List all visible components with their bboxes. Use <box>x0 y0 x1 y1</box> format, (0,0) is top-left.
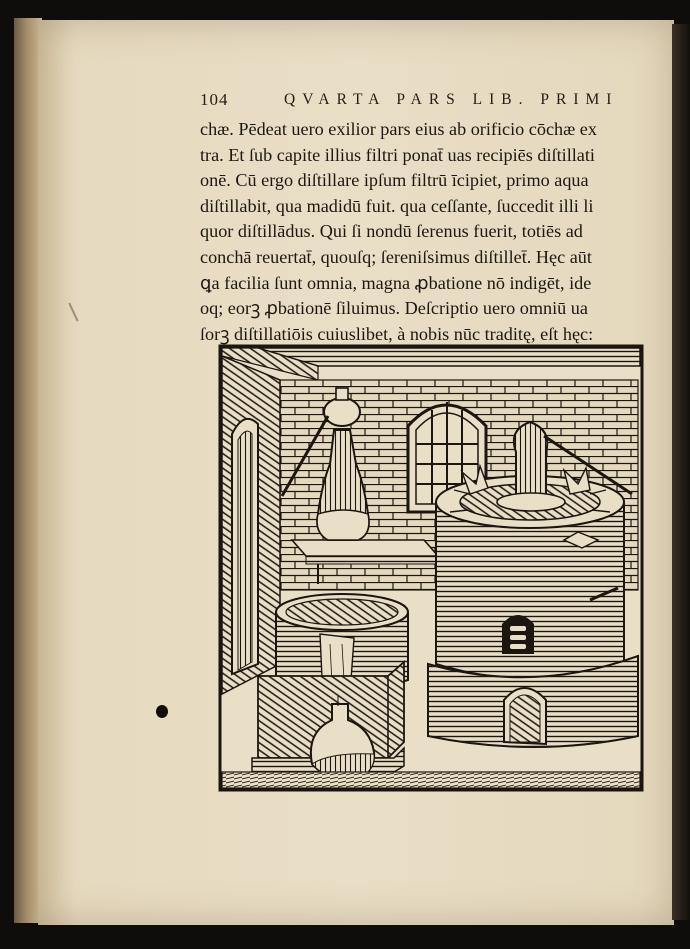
text-line-6: conchā reuertat̄, quouſq; ſereniſsimus diſtillet̄. Hęc aūt <box>200 246 592 267</box>
page-number: 104 <box>200 90 229 109</box>
text-line-3: onē. Cū ergo diſtillare ipſum filtrū īcipiet, primo aqua <box>200 170 589 191</box>
text-line-2: tra. Et ſub capite illius filtri ponat̄ uas recipiēs diſtillati <box>200 144 595 165</box>
ink-blot <box>156 705 168 718</box>
text-line-9: ſorꝫ diſtillatiōis cuiuslibet, à nobis nūc traditę, eſt hęc: <box>200 323 594 344</box>
woodcut-illustration <box>218 344 644 792</box>
running-head: QVARTA PARS LIB. PRIMI <box>284 91 619 108</box>
page-header <box>200 90 620 116</box>
text-line-1: chæ. Pēdeat uero exilior pars eius ab orificio cōchæ ex <box>200 119 597 139</box>
text-line-4: diſtillabit, qua madidū fuit. qua ceſſante, ſuccedit illi li <box>200 195 594 216</box>
text-line-8: oq; eorꝫ ꝓbationē ſiluimus. Deſcriptio uero omniū ua <box>200 298 588 319</box>
text-line-5: quor diſtillādus. Qui ſi nondū ſerenus fuerit, totiēs ad <box>200 221 583 242</box>
text-line-7: ꝗa facilia ſunt omnia, magna ꝓbatione nō indigēt, ide <box>200 272 592 293</box>
page-edge <box>672 24 690 920</box>
body-text <box>200 117 645 347</box>
